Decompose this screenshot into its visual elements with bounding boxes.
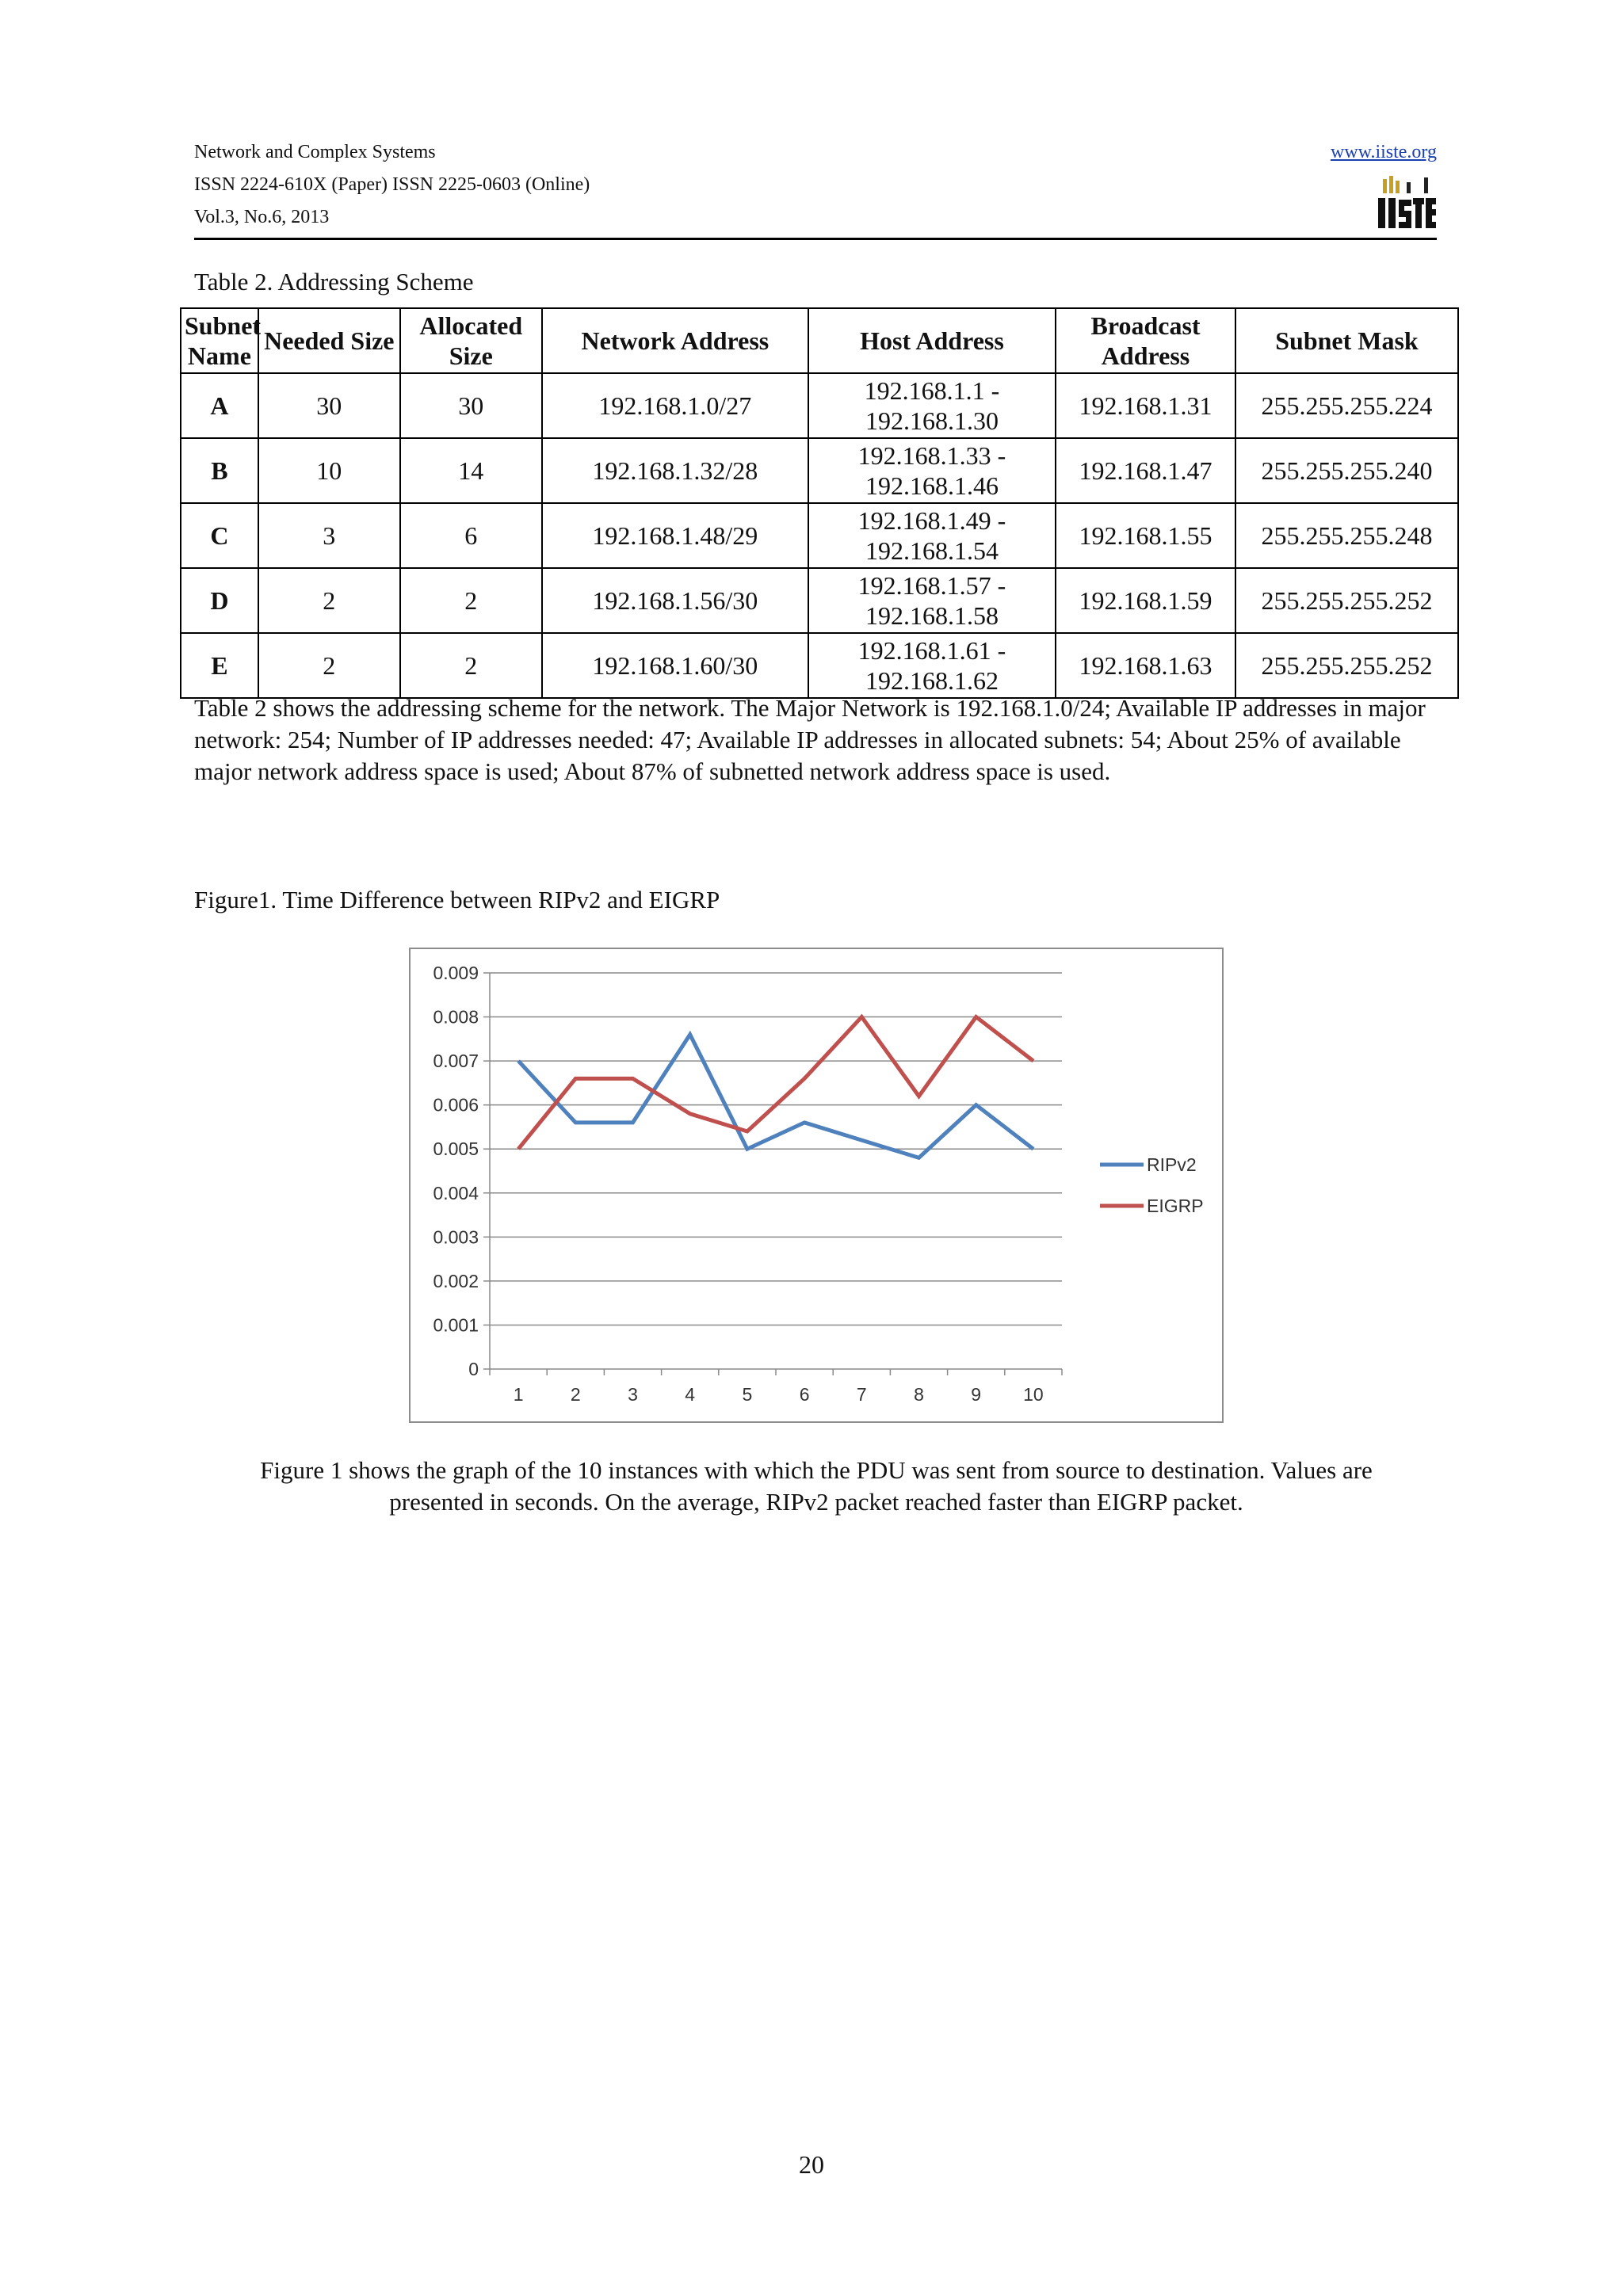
cell-subnet-name: D (181, 568, 258, 633)
chart-canvas (411, 949, 1222, 1421)
cell-subnet-mask: 255.255.255.224 (1235, 373, 1458, 438)
legend-label-eigrp: EIGRP (1147, 1196, 1204, 1216)
issn-line: ISSN 2224-610X (Paper) ISSN 2225-0603 (Online) (194, 174, 590, 195)
cell-subnet-mask: 255.255.255.252 (1235, 633, 1458, 698)
figure-caption: Figure1. Time Difference between RIPv2 and EIGRP (194, 886, 720, 913)
x-tick-label: 3 (628, 1384, 638, 1405)
x-tick-label: 7 (856, 1384, 867, 1405)
cell-broadcast-address: 192.168.1.47 (1056, 438, 1235, 503)
cell-subnet-name: A (181, 373, 258, 438)
y-tick-label: 0.007 (433, 1051, 479, 1072)
col-header-broadcast-address: Broadcast Address (1056, 308, 1235, 373)
cell-allocated-size: 2 (400, 568, 542, 633)
cell-subnet-name: B (181, 438, 258, 503)
x-tick-label: 4 (685, 1384, 696, 1405)
table-row (181, 568, 1458, 633)
y-tick-label: 0.003 (433, 1226, 479, 1248)
col-header-needed-size: Needed Size (258, 308, 400, 373)
cell-subnet-mask: 255.255.255.252 (1235, 568, 1458, 633)
y-tick-label: 0.001 (433, 1314, 479, 1336)
y-tick-label: 0.006 (433, 1094, 479, 1116)
series-line-eigrp (518, 1017, 1033, 1150)
legend-label-ripv2: RIPv2 (1147, 1154, 1197, 1175)
line-chart (409, 948, 1224, 1423)
paragraph-addressing: Table 2 shows the addressing scheme for the network. The Major Network is 192.168.1.0/24; Available IP addresses in major network: 254; Number of IP addresses needed: 47; Available IP addresses in allocated subnets: 54; About 25% of available major network address space is used; About 87% of subnetted network address space is used. (194, 694, 1426, 785)
journal-name: Network and Complex Systems (194, 142, 436, 162)
y-tick-label: 0.008 (433, 1006, 479, 1028)
website-link[interactable]: www.iiste.org (1331, 142, 1437, 162)
cell-network-address: 192.168.1.0/27 (542, 373, 808, 438)
cell-needed-size: 30 (258, 373, 400, 438)
y-tick-label: 0.002 (433, 1270, 479, 1291)
cell-network-address: 192.168.1.32/28 (542, 438, 808, 503)
table-header-row (181, 308, 1458, 373)
cell-host-address: 192.168.1.1 - 192.168.1.30 (808, 373, 1056, 438)
iiste-logo-icon (1377, 174, 1437, 235)
series-line-ripv2 (518, 1035, 1033, 1158)
cell-broadcast-address: 192.168.1.59 (1056, 568, 1235, 633)
table-row (181, 633, 1458, 698)
cell-network-address: 192.168.1.60/30 (542, 633, 808, 698)
cell-needed-size: 2 (258, 568, 400, 633)
cell-host-address: 192.168.1.49 - 192.168.1.54 (808, 503, 1056, 568)
table-caption: Table 2. Addressing Scheme (194, 268, 474, 296)
cell-allocated-size: 14 (400, 438, 542, 503)
cell-broadcast-address: 192.168.1.63 (1056, 633, 1235, 698)
paragraph-figure-description: Figure 1 shows the graph of the 10 instances with which the PDU was sent from source to destination. Values are presented in seconds. On the average, RIPv2 packet reached faster than EIGRP packet. (260, 1456, 1373, 1516)
cell-broadcast-address: 192.168.1.31 (1056, 373, 1235, 438)
cell-subnet-name: E (181, 633, 258, 698)
x-tick-label: 5 (742, 1384, 753, 1405)
header-divider (194, 238, 1437, 240)
col-header-subnet-mask: Subnet Mask (1235, 308, 1458, 373)
x-tick-label: 1 (513, 1384, 524, 1405)
col-header-host-address: Host Address (808, 308, 1056, 373)
col-header-subnet-name: Subnet Name (181, 308, 258, 373)
volume-line: Vol.3, No.6, 2013 (194, 207, 330, 227)
cell-needed-size: 3 (258, 503, 400, 568)
table-row (181, 438, 1458, 503)
y-tick-label: 0.009 (433, 963, 479, 983)
cell-host-address: 192.168.1.33 - 192.168.1.46 (808, 438, 1056, 503)
cell-subnet-name: C (181, 503, 258, 568)
cell-subnet-mask: 255.255.255.248 (1235, 503, 1458, 568)
col-header-network-address: Network Address (542, 308, 808, 373)
x-tick-label: 8 (914, 1384, 924, 1405)
cell-network-address: 192.168.1.48/29 (542, 503, 808, 568)
x-tick-label: 9 (971, 1384, 982, 1405)
x-tick-label: 6 (799, 1384, 810, 1405)
col-header-allocated-size: Allocated Size (400, 308, 542, 373)
x-tick-label: 10 (1023, 1384, 1044, 1405)
page-number: 20 (799, 2150, 824, 2179)
cell-host-address: 192.168.1.61 - 192.168.1.62 (808, 633, 1056, 698)
y-tick-label: 0.005 (433, 1138, 479, 1160)
cell-broadcast-address: 192.168.1.55 (1056, 503, 1235, 568)
cell-allocated-size: 30 (400, 373, 542, 438)
cell-allocated-size: 6 (400, 503, 542, 568)
addressing-table (180, 307, 1459, 699)
cell-network-address: 192.168.1.56/30 (542, 568, 808, 633)
y-tick-label: 0.004 (433, 1182, 479, 1203)
y-tick-label: 0 (468, 1359, 479, 1379)
cell-host-address: 192.168.1.57 - 192.168.1.58 (808, 568, 1056, 633)
cell-needed-size: 2 (258, 633, 400, 698)
table-row (181, 373, 1458, 438)
cell-needed-size: 10 (258, 438, 400, 503)
x-tick-label: 2 (570, 1384, 581, 1405)
cell-subnet-mask: 255.255.255.240 (1235, 438, 1458, 503)
cell-allocated-size: 2 (400, 633, 542, 698)
page-header (194, 136, 1437, 239)
table-row (181, 503, 1458, 568)
